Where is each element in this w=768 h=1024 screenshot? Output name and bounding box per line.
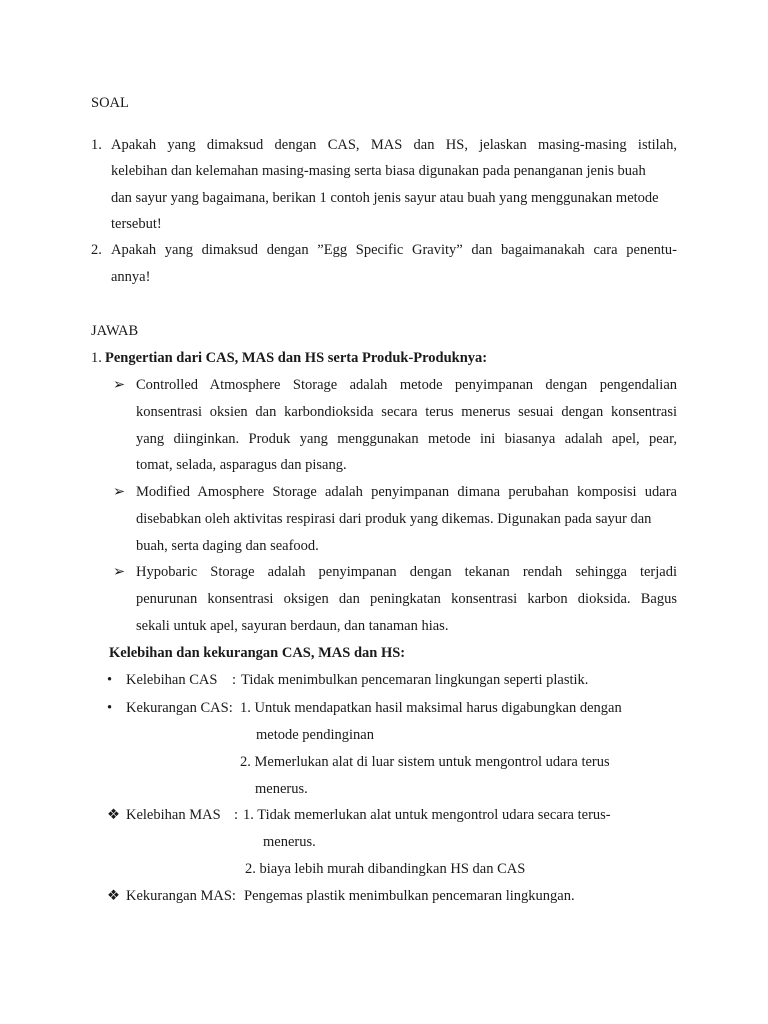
- bullet-icon: •: [107, 672, 113, 688]
- answer-1-title: Pengertian dari CAS, MAS dan HS serta Produk-Produknya:: [105, 350, 488, 366]
- diamond-bullet-icon: ❖: [107, 807, 120, 823]
- subheading-kelebihan-kekurangan: Kelebihan dan kekurangan CAS, MAS dan HS:: [109, 645, 406, 661]
- kekurangan-cas-item-1-cont: metode pendinginan: [256, 727, 374, 743]
- hs-definition-line: penurunan konsentrasi oksigen dan peningkatan konsentrasi karbon dioksida. Bagus: [136, 591, 677, 607]
- question-1-line: dan sayur yang bagaimana, berikan 1 contoh jenis sayur atau buah yang menggunakan metode: [111, 190, 659, 206]
- soal-heading: SOAL: [91, 95, 129, 111]
- cas-definition-line: tomat, selada, asparagus dan pisang.: [136, 457, 347, 473]
- kelebihan-cas-text: Tidak menimbulkan pencemaran lingkungan seperti plastik.: [241, 672, 589, 688]
- mas-definition-line: disebabkan oleh aktivitas respirasi dari produk yang dikemas. Digunakan pada sayur dan: [136, 511, 652, 527]
- kelebihan-cas-colon: :: [232, 672, 237, 688]
- kekurangan-mas-text: Pengemas plastik menimbulkan pencemaran lingkungan.: [244, 888, 575, 904]
- kelebihan-cas-label: Kelebihan CAS: [126, 672, 218, 688]
- kekurangan-mas-label: Kekurangan MAS:: [126, 888, 236, 904]
- hs-definition-line: sekali untuk apel, sayuran berdaun, dan tanaman hias.: [136, 618, 449, 634]
- cas-definition-line: Controlled Atmosphere Storage adalah metode penyimpanan dengan pengendalian: [136, 377, 677, 393]
- kelebihan-mas-colon: :: [234, 807, 239, 823]
- answer-1-number: 1.: [91, 350, 102, 366]
- question-2-line: annya!: [111, 269, 151, 285]
- kelebihan-mas-item-1-cont: menerus.: [263, 834, 316, 850]
- kelebihan-mas-item-1: 1. Tidak memerlukan alat untuk mengontrol udara secara terus-: [243, 807, 611, 823]
- diamond-bullet-icon: ❖: [107, 888, 120, 904]
- cas-definition-line: konsentrasi oksien dan karbondioksida secara terus menerus sesuai dengan konsentrasi: [136, 404, 677, 420]
- kekurangan-cas-item-1: 1. Untuk mendapatkan hasil maksimal harus digabungkan dengan: [240, 700, 622, 716]
- cas-definition-line: yang diinginkan. Produk yang menggunakan metode ini biasanya adalah apel, pear,: [136, 431, 677, 447]
- kekurangan-cas-item-2: 2. Memerlukan alat di luar sistem untuk mengontrol udara terus: [240, 754, 610, 770]
- question-1-line: Apakah yang dimaksud dengan CAS, MAS dan HS, jelaskan masing-masing istilah,: [111, 137, 677, 153]
- kekurangan-cas-item-2-cont: menerus.: [255, 781, 308, 797]
- question-1-line: kelebihan dan kelemahan masing-masing serta biasa digunakan pada penanganan jenis buah: [111, 163, 646, 179]
- question-1-line: tersebut!: [111, 216, 162, 232]
- kelebihan-mas-item-2: 2. biaya lebih murah dibandingkan HS dan CAS: [245, 861, 526, 877]
- kekurangan-cas-label: Kekurangan CAS:: [126, 700, 233, 716]
- question-2-line: Apakah yang dimaksud dengan ”Egg Specific Gravity” dan bagaimanakah cara penentu-: [111, 242, 677, 258]
- kelebihan-mas-label: Kelebihan MAS: [126, 807, 221, 823]
- arrow-bullet-icon: ➢: [113, 377, 126, 393]
- question-2-number: 2.: [91, 242, 102, 258]
- question-1-number: 1.: [91, 137, 102, 153]
- arrow-bullet-icon: ➢: [113, 484, 126, 500]
- arrow-bullet-icon: ➢: [113, 564, 126, 580]
- jawab-heading: JAWAB: [91, 323, 139, 339]
- mas-definition-line: Modified Amosphere Storage adalah penyimpanan dimana perubahan komposisi udara: [136, 484, 677, 500]
- bullet-icon: •: [107, 700, 113, 716]
- hs-definition-line: Hypobaric Storage adalah penyimpanan dengan tekanan rendah sehingga terjadi: [136, 564, 677, 580]
- mas-definition-line: buah, serta daging dan seafood.: [136, 538, 319, 554]
